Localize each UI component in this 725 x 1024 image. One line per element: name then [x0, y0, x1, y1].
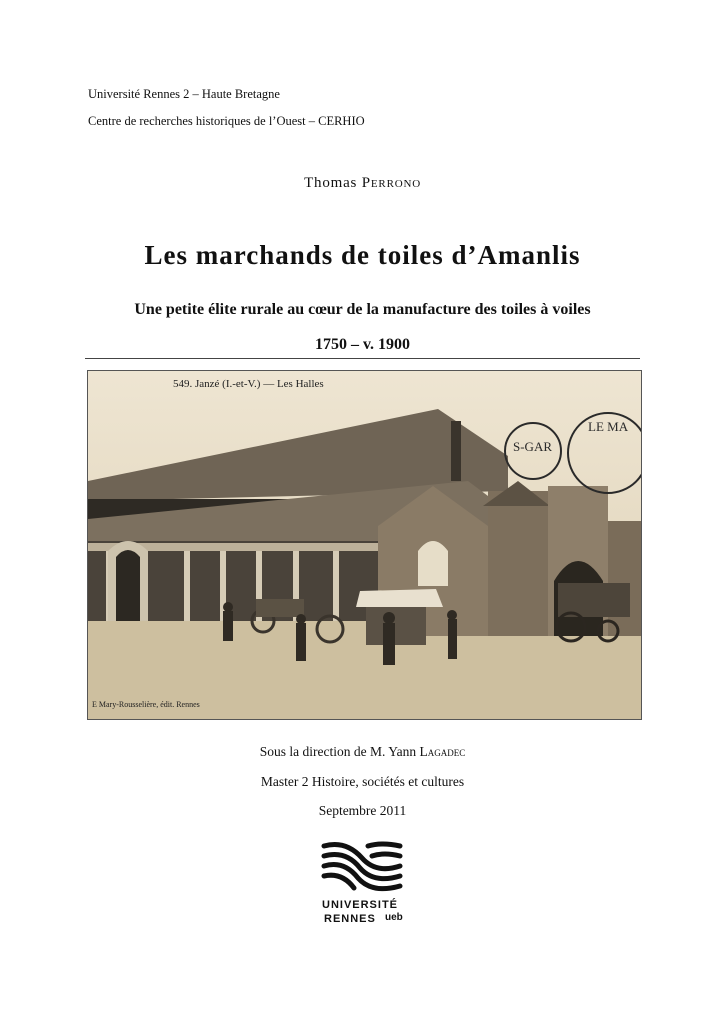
svg-text:LE MA: LE MA [588, 419, 629, 434]
director-prefix: Sous la direction de M. Yann [259, 744, 417, 759]
logo-university-text: UNIVERSITÉ [322, 899, 399, 911]
page-title: Les marchands de toiles d’Amanlis [144, 240, 581, 270]
period: 1750 – v. 1900 [314, 336, 411, 353]
author-first-name: Thomas [304, 175, 358, 191]
svg-text:S-GAR: S-GAR [513, 439, 553, 454]
photo-caption: 549. Janzé (I.-et-V.) — Les Halles [173, 378, 324, 390]
institution-line-2: Centre de recherches historiques de l’Ouest – CERHIO [88, 114, 365, 128]
author-last-name: Perrono [361, 175, 421, 191]
subtitle: Une petite élite rurale au cœur de la manufacture des toiles à voiles [134, 301, 591, 318]
title-divider [85, 358, 640, 359]
photo-publisher: E Mary-Rousselière, édit. Rennes [92, 700, 200, 709]
logo-ueb-tag: ueb [385, 912, 403, 923]
logo-rennes-text: RENNES [324, 913, 376, 925]
institution-line-1: Université Rennes 2 – Haute Bretagne [88, 87, 280, 101]
author-name [0, 175, 725, 192]
date-line: Septembre 2011 [318, 803, 407, 818]
director-name: Lagadec [419, 744, 466, 759]
cover-photo [87, 370, 642, 720]
degree-line: Master 2 Histoire, sociétés et cultures [260, 774, 465, 789]
director-line [0, 744, 725, 760]
